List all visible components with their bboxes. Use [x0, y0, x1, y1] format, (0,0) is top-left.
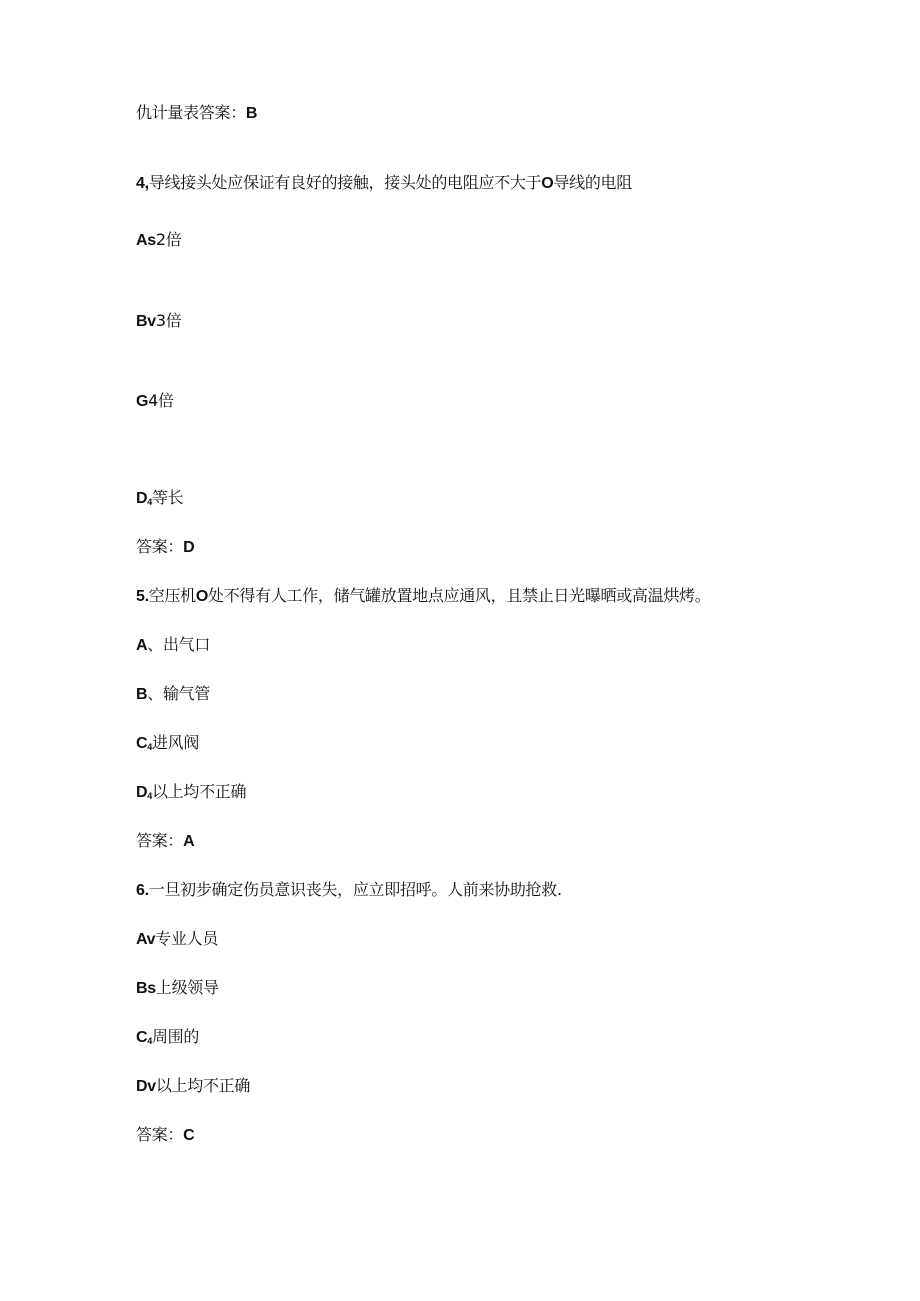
- answer-value: C: [183, 1127, 195, 1144]
- question-4-option-b: [136, 311, 181, 332]
- question-6-option-d: [136, 1076, 250, 1097]
- option-text: 以上均不正确: [155, 1076, 251, 1095]
- option-letter: B: [136, 313, 148, 330]
- option-letter: D: [136, 490, 148, 507]
- option-separator: 、: [147, 684, 163, 703]
- option-text: 专业人员: [155, 929, 219, 948]
- question-blank: O: [541, 175, 554, 192]
- question-6-option-b: [136, 978, 219, 999]
- option-text: 进风阀: [151, 733, 200, 752]
- question-5-option-a: [136, 635, 210, 656]
- option-separator: 4: [147, 791, 152, 801]
- option-separator: v: [146, 931, 156, 948]
- answer-label: 答案：: [136, 1125, 184, 1144]
- answer-value: A: [183, 833, 195, 850]
- question-text: 导线接头处应保证有良好的接触，接头处的电阻应不大于: [148, 173, 542, 192]
- question-text-after: 导线的电阻: [553, 173, 632, 192]
- option-letter: B: [136, 980, 148, 997]
- option-text: 3倍: [155, 311, 182, 330]
- option-letter: A: [136, 232, 148, 249]
- question-number: 5.: [136, 588, 149, 605]
- question-4-stem: [136, 173, 632, 194]
- question-5-option-d: [136, 782, 246, 806]
- option-separator: v: [147, 1078, 156, 1095]
- previous-answer-value: B: [245, 105, 258, 122]
- option-letter: A: [136, 637, 148, 654]
- question-text: 一旦初步确定伤员意识丧失，应立即招呼。人前来协助抢救.: [148, 880, 562, 899]
- question-text: 空压机: [148, 586, 196, 605]
- question-6-option-a: [136, 929, 218, 950]
- question-6-stem: [136, 880, 562, 901]
- question-5-answer: [136, 831, 194, 852]
- option-separator: s: [147, 980, 156, 997]
- question-6-option-c: [136, 1027, 199, 1051]
- option-separator: 4: [147, 497, 152, 507]
- question-4-option-c: [136, 391, 174, 412]
- question-blank: O: [195, 588, 209, 605]
- option-letter: G: [136, 393, 149, 410]
- question-5-option-c: [136, 733, 199, 757]
- question-5-option-b: [136, 684, 210, 705]
- option-text: 输气管: [162, 684, 211, 703]
- question-4-option-d: [136, 488, 183, 512]
- question-4-option-a: [136, 230, 181, 251]
- previous-answer-prefix: 仇计量表答案：: [136, 103, 246, 122]
- answer-label: 答案：: [136, 537, 184, 556]
- question-text-after: 处不得有人工作，储气罐放置地点应通风，且禁止日光曝晒或高温烘烤。: [208, 586, 711, 605]
- option-letter: D: [136, 1078, 148, 1095]
- option-text: 上级领导: [155, 978, 219, 997]
- question-number: 4,: [136, 175, 149, 192]
- option-text: 等长: [151, 488, 184, 507]
- option-separator: v: [147, 313, 156, 330]
- option-letter: B: [136, 686, 148, 703]
- option-text: 2倍: [155, 230, 182, 249]
- answer-label: 答案：: [136, 831, 184, 850]
- option-separator: 、: [147, 635, 163, 654]
- option-text: 出气口: [162, 635, 211, 654]
- option-letter: A: [136, 931, 147, 948]
- option-separator: s: [147, 232, 156, 249]
- option-separator: 4: [147, 1036, 152, 1046]
- answer-value: D: [183, 539, 195, 556]
- option-separator: 4: [147, 742, 152, 752]
- option-letter: D: [136, 784, 148, 801]
- question-6-answer: [136, 1125, 194, 1146]
- previous-answer-line: [136, 103, 257, 124]
- option-text: 4倍: [148, 391, 174, 410]
- question-5-stem: [136, 586, 710, 607]
- option-letter: C: [136, 735, 148, 752]
- question-4-answer: [136, 537, 194, 558]
- question-number: 6.: [136, 882, 149, 899]
- option-text: 以上均不正确: [151, 782, 247, 801]
- option-letter: C: [136, 1029, 148, 1046]
- option-text: 周围的: [151, 1027, 200, 1046]
